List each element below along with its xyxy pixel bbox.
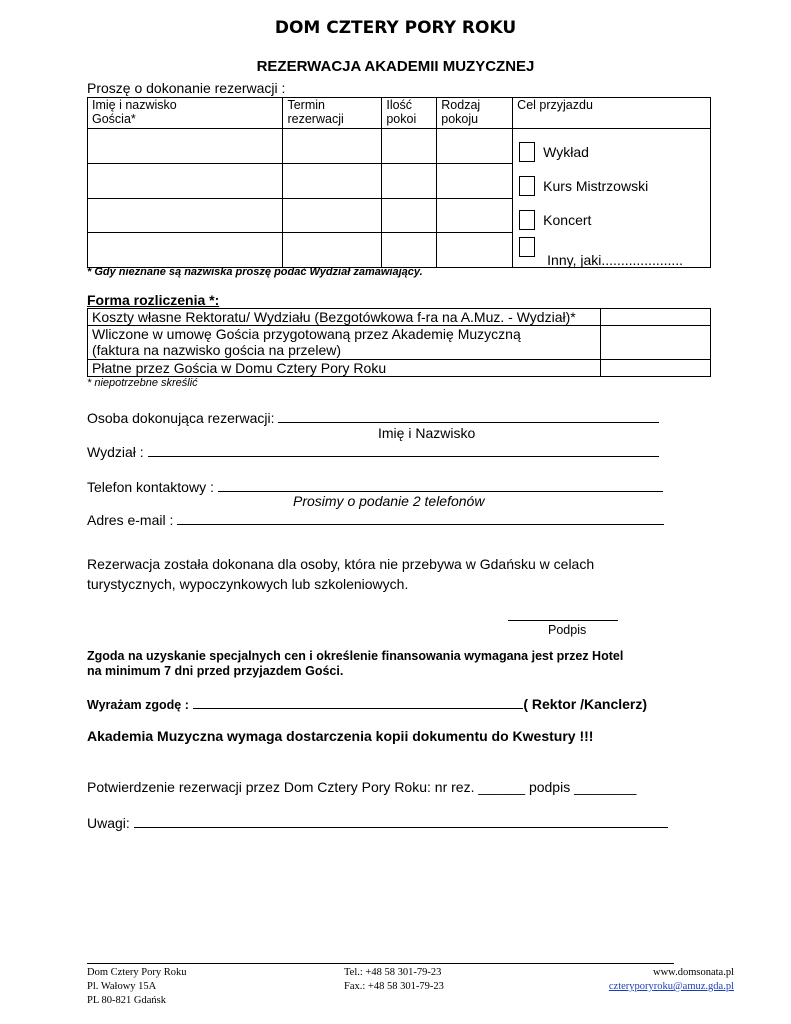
confirmation-line: Potwierdzenie rezerwacji przez Dom Cztery Pory Roku: nr rez. ______ podpis ________: [87, 779, 637, 795]
checkbox-lecture[interactable]: [519, 142, 535, 162]
consent-text: Zgoda na uzyskanie specjalnych cen i określenie finansowania wymagana jest przez Hotel na minimum 7 dni przed przyjazdem Gości.: [87, 649, 624, 678]
phone-caption: Prosimy o podanie 2 telefonów: [293, 493, 485, 509]
phone-field: Telefon kontaktowy :: [87, 477, 663, 495]
name-caption: Imię i Nazwisko: [378, 425, 476, 441]
option-masterclass[interactable]: Kurs Mistrzowski: [519, 169, 706, 203]
signature-label: Podpis: [548, 623, 587, 637]
email-link[interactable]: czteryporyroku@amuz.gda.pl: [608, 981, 734, 992]
statement-line2: turystycznych, wypoczynkowych lub szkoleniowych.: [87, 576, 409, 592]
payment-mark-rectorate[interactable]: [601, 309, 711, 326]
statement-line1: Rezerwacja została dokonana dla osoby, która nie przebywa w Gdańsku w celach: [87, 556, 595, 572]
phone-input[interactable]: [218, 477, 663, 492]
table-note: * Gdy nieznane są nazwiska proszę podać Wydział zamawiający.: [87, 266, 423, 278]
remarks-input[interactable]: [134, 813, 668, 828]
reservation-table: [87, 97, 711, 268]
dates-cell[interactable]: [283, 129, 382, 164]
footer-divider: [87, 963, 674, 964]
footer-address: Dom Cztery Pory Roku Pl. Wałowy 15A PL 80-821 Gdańsk: [87, 967, 187, 1006]
consent-input[interactable]: [193, 695, 523, 709]
footer-contact: Tel.: +48 58 301-79-23 Fax.: +48 58 301-79-23: [344, 967, 444, 992]
option-lecture[interactable]: Wykład: [519, 135, 706, 169]
person-input[interactable]: [278, 408, 659, 423]
consent-field: Wyrażam zgodę : ( Rektor /Kanclerz): [87, 696, 648, 712]
faculty-input[interactable]: [148, 442, 659, 457]
document-subtitle: REZERWACJA AKADEMII MUZYCZNEJ: [256, 58, 535, 75]
purpose-options: [513, 129, 711, 268]
payment-note: * niepotrzebne skreślić: [87, 377, 198, 389]
email-field: Adres e-mail :: [87, 510, 664, 528]
payment-row-guest: Płatne przez Gościa w Domu Cztery Pory Roku: [88, 360, 711, 377]
footer-web: [598, 966, 734, 994]
website-link[interactable]: www.domsonata.pl: [653, 967, 734, 978]
payment-mark-guest[interactable]: [601, 360, 711, 377]
col-room-type: Rodzaj pokoju: [437, 98, 513, 129]
col-room-count: Ilość pokoi: [382, 98, 437, 129]
document-title: DOM CZTERY PORY ROKU: [274, 18, 517, 38]
reservation-header-row: [88, 98, 711, 129]
request-label: Proszę o dokonanie rezerwacji :: [87, 80, 286, 96]
guest-name-cell[interactable]: [88, 129, 283, 164]
signature-line[interactable]: [508, 620, 618, 621]
table-row: [88, 129, 711, 164]
room-type-cell[interactable]: [437, 129, 513, 164]
checkbox-concert[interactable]: [519, 210, 535, 230]
kwestura-notice: Akademia Muzyczna wymaga dostarczenia kopii dokumentu do Kwestury !!!: [87, 728, 594, 744]
payment-row-rectorate: Koszty własne Rektoratu/ Wydziału (Bezgotówkowa f-ra na A.Muz. - Wydział)*: [88, 309, 711, 326]
faculty-field: Wydział :: [87, 442, 659, 460]
option-concert[interactable]: Koncert: [519, 203, 706, 237]
payment-row-contract: Wliczone w umowę Gościa przygotowaną przez Akademię Muzyczną (faktura na nazwisko gościa na przelew): [88, 326, 711, 360]
option-other[interactable]: Inny, jaki.....................: [519, 237, 706, 267]
payment-mark-contract[interactable]: [601, 326, 711, 360]
col-guest-name: Imię i nazwisko Gościa*: [88, 98, 283, 129]
col-dates: Termin rezerwacji: [283, 98, 382, 129]
email-input[interactable]: [177, 510, 664, 525]
person-field: Osoba dokonująca rezerwacji:: [87, 408, 659, 426]
payment-table: [87, 308, 711, 377]
col-purpose: Cel przyjazdu: [513, 98, 711, 129]
checkbox-other[interactable]: [519, 237, 535, 257]
payment-heading: Forma rozliczenia *:: [87, 292, 220, 308]
room-count-cell[interactable]: [382, 129, 437, 164]
checkbox-masterclass[interactable]: [519, 176, 535, 196]
remarks-field: Uwagi:: [87, 813, 668, 831]
